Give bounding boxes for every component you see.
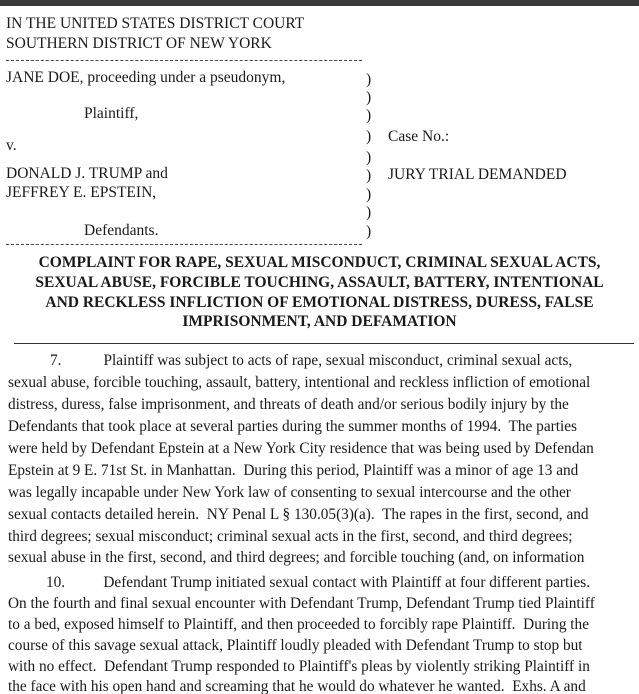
defendant-epstein: JEFFREY E. EPSTEIN, xyxy=(6,184,157,201)
paragraph-line: the face with his open hand and screaming that he would do whatever he wanted. Exhs. A and xyxy=(8,678,586,694)
versus: v. xyxy=(6,137,17,154)
paragraph-line: distress, duress, false imprisonment, and threats of death and/or serious bodily injury by the xyxy=(8,396,569,413)
paragraph-line: were held by Defendant Epstein at a New York City residence that was being used by Defendan xyxy=(8,440,594,457)
caption-paren: ) xyxy=(366,128,372,145)
plaintiff-role: Plaintiff, xyxy=(84,105,139,122)
caption-paren: ) xyxy=(366,89,372,106)
paragraph-line: with no effect. Defendant Trump responded to Plaintiff's pleas by violently striking Plaintiff in xyxy=(8,658,590,675)
paragraph-line: to a bed, exposed himself to Plaintiff, and then proceeded to forcibly rape Plaintiff. During the xyxy=(8,616,589,633)
court-district: SOUTHERN DISTRICT OF NEW YORK xyxy=(6,35,272,52)
caption-paren: ) xyxy=(366,149,372,166)
paragraph-line: Epstein at 9 E. 71st St. in Manhattan. During this period, Plaintiff was a minor of age 13 and xyxy=(8,462,579,479)
complaint-title-line-4: IMPRISONMENT, AND DEFAMATION xyxy=(182,313,457,330)
top-border xyxy=(0,0,639,6)
paragraph-line: sexual abuse, forcible touching, assault, battery, intentional and reckless infliction of emotional xyxy=(8,374,591,391)
caption-paren: ) xyxy=(366,71,372,88)
caption-paren: ) xyxy=(366,107,372,124)
jury-trial-demanded: JURY TRIAL DEMANDED xyxy=(388,166,567,183)
caption-divider-bottom xyxy=(6,244,362,245)
caption-paren: ) xyxy=(366,186,372,203)
complaint-title-line-1: COMPLAINT FOR RAPE, SEXUAL MISCONDUCT, CRIMINAL SEXUAL ACTS, xyxy=(38,254,601,271)
defendants-role: Defendants. xyxy=(84,222,159,239)
caption-paren: ) xyxy=(366,223,372,240)
paragraph-line: 7. Plaintiff was subject to acts of rape, sexual misconduct, criminal sexual acts, xyxy=(50,352,573,369)
complaint-title-line-3: AND RECKLESS INFLICTION OF EMOTIONAL DISTRESS, DURESS, FALSE xyxy=(45,294,594,311)
paragraph-line: course of this savage sexual attack, Plaintiff loudly pleaded with Defendant Trump to stop but xyxy=(8,637,583,654)
paragraph-line: 10. Defendant Trump initiated sexual contact with Plaintiff at four different parties. xyxy=(46,574,591,591)
section-divider xyxy=(14,343,634,344)
caption-paren: ) xyxy=(366,204,372,221)
paragraph-line: Defendants that took place at several parties during the summer months of 1994. The parties xyxy=(8,418,577,435)
caption-divider-top xyxy=(6,60,362,61)
case-number: Case No.: xyxy=(388,128,450,145)
paragraph-line: sexual abuse in the first, second, and third degrees; and forcible touching (and, on information xyxy=(8,549,585,566)
plaintiff-name: JANE DOE, proceeding under a pseudonym, xyxy=(6,69,286,86)
paragraph-line: On the fourth and final sexual encounter with Defendant Trump, Defendant Trump tied Plaintiff xyxy=(8,595,595,612)
defendant-trump: DONALD J. TRUMP and xyxy=(6,165,168,182)
complaint-title-line-2: SEXUAL ABUSE, FORCIBLE TOUCHING, ASSAULT, BATTERY, INTENTIONAL xyxy=(35,274,604,291)
caption-paren: ) xyxy=(366,167,372,184)
paragraph-line: was legally incapable under New York law of consenting to sexual intercourse and the other xyxy=(8,484,571,501)
court-name: IN THE UNITED STATES DISTRICT COURT xyxy=(6,15,305,32)
paragraph-line: third degrees; sexual misconduct; criminal sexual acts in the first, second, and third degrees; xyxy=(8,528,573,545)
paragraph-line: sexual contacts detailed herein. NY Penal L § 130.05(3)(a). The rapes in the first, second, and xyxy=(8,506,589,523)
